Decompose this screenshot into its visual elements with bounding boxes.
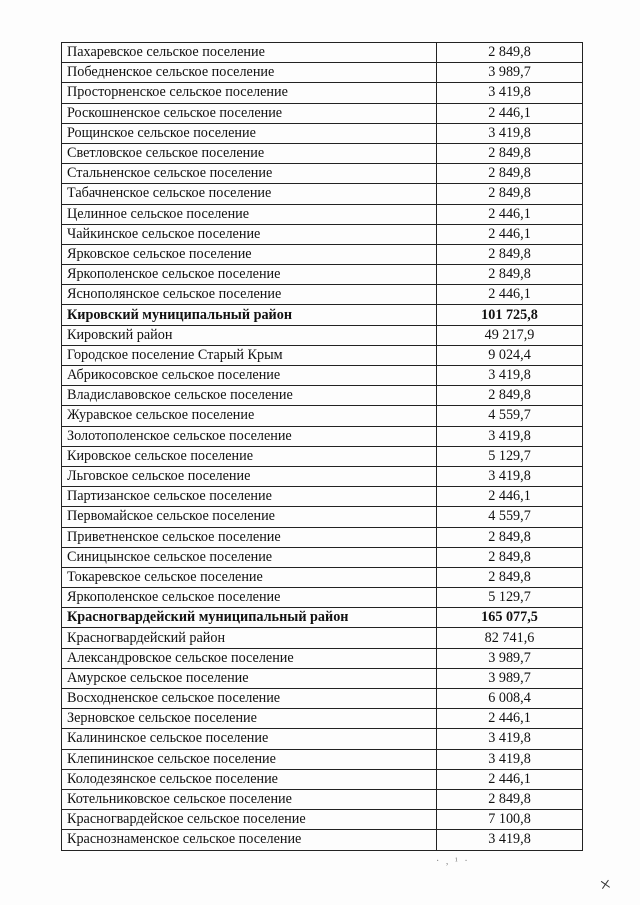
handwritten-scribble: · , ¹ ·	[436, 856, 470, 867]
table-row	[62, 709, 583, 729]
table-row	[62, 406, 583, 426]
table-row	[62, 83, 583, 103]
table-row	[62, 224, 583, 244]
row-value-cell: 2 849,8	[437, 265, 583, 285]
row-name-cell: Журавское сельское поселение	[62, 406, 437, 426]
row-name-cell: Калининское сельское поселение	[62, 729, 437, 749]
row-value-cell: 9 024,4	[437, 345, 583, 365]
row-value-cell: 165 077,5	[437, 608, 583, 628]
row-value-cell: 7 100,8	[437, 810, 583, 830]
table-row	[62, 628, 583, 648]
row-value-cell: 2 849,8	[437, 386, 583, 406]
table-row	[62, 689, 583, 709]
table-row	[62, 668, 583, 688]
table-row	[62, 164, 583, 184]
row-name-cell: Синицынское сельское поселение	[62, 547, 437, 567]
row-value-cell: 2 446,1	[437, 487, 583, 507]
row-value-cell: 3 419,8	[437, 729, 583, 749]
row-value-cell: 2 849,8	[437, 184, 583, 204]
row-value-cell: 2 849,8	[437, 164, 583, 184]
table-row	[62, 204, 583, 224]
row-name-cell: Красногвардейский район	[62, 628, 437, 648]
row-name-cell: Кировский муниципальный район	[62, 305, 437, 325]
row-value-cell: 2 849,8	[437, 527, 583, 547]
table-row	[62, 810, 583, 830]
row-value-cell: 3 419,8	[437, 123, 583, 143]
row-name-cell: Амурское сельское поселение	[62, 668, 437, 688]
row-name-cell: Целинное сельское поселение	[62, 204, 437, 224]
table-row	[62, 426, 583, 446]
corner-mark: ×	[598, 873, 614, 897]
row-value-cell: 49 217,9	[437, 325, 583, 345]
row-name-cell: Табачненское сельское поселение	[62, 184, 437, 204]
table-row	[62, 648, 583, 668]
row-name-cell: Просторненское сельское поселение	[62, 83, 437, 103]
row-name-cell: Ярковское сельское поселение	[62, 244, 437, 264]
table-row	[62, 507, 583, 527]
row-value-cell: 3 989,7	[437, 63, 583, 83]
table-row	[62, 487, 583, 507]
row-name-cell: Красногвардейский муниципальный район	[62, 608, 437, 628]
table-row	[62, 143, 583, 163]
table-row	[62, 789, 583, 809]
table-row	[62, 769, 583, 789]
row-value-cell: 2 446,1	[437, 224, 583, 244]
row-value-cell: 5 129,7	[437, 446, 583, 466]
row-value-cell: 5 129,7	[437, 588, 583, 608]
table-row-district-total	[62, 305, 583, 325]
row-value-cell: 2 849,8	[437, 244, 583, 264]
row-value-cell: 101 725,8	[437, 305, 583, 325]
row-name-cell: Партизанское сельское поселение	[62, 487, 437, 507]
row-name-cell: Светловское сельское поселение	[62, 143, 437, 163]
row-value-cell: 2 446,1	[437, 709, 583, 729]
table-row	[62, 184, 583, 204]
row-value-cell: 4 559,7	[437, 406, 583, 426]
row-value-cell: 2 446,1	[437, 285, 583, 305]
row-value-cell: 2 849,8	[437, 789, 583, 809]
row-name-cell: Красногвардейское сельское поселение	[62, 810, 437, 830]
row-name-cell: Роскошненское сельское поселение	[62, 103, 437, 123]
table-row	[62, 729, 583, 749]
row-value-cell: 3 989,7	[437, 648, 583, 668]
row-name-cell: Рощинское сельское поселение	[62, 123, 437, 143]
row-name-cell: Токаревское сельское поселение	[62, 567, 437, 587]
row-value-cell: 3 419,8	[437, 83, 583, 103]
table-row	[62, 123, 583, 143]
table-row	[62, 265, 583, 285]
row-name-cell: Восходненское сельское поселение	[62, 689, 437, 709]
row-name-cell: Городское поселение Старый Крым	[62, 345, 437, 365]
table-row	[62, 830, 583, 850]
table-row	[62, 63, 583, 83]
table-row	[62, 527, 583, 547]
row-value-cell: 2 446,1	[437, 204, 583, 224]
row-name-cell: Колодезянское сельское поселение	[62, 769, 437, 789]
row-name-cell: Абрикосовское сельское поселение	[62, 366, 437, 386]
table-row	[62, 43, 583, 63]
row-name-cell: Яркополенское сельское поселение	[62, 265, 437, 285]
row-value-cell: 3 419,8	[437, 466, 583, 486]
row-value-cell: 3 419,8	[437, 749, 583, 769]
row-value-cell: 3 419,8	[437, 830, 583, 850]
row-value-cell: 2 446,1	[437, 103, 583, 123]
row-name-cell: Александровское сельское поселение	[62, 648, 437, 668]
row-value-cell: 2 446,1	[437, 769, 583, 789]
table-row	[62, 749, 583, 769]
table-body	[62, 43, 583, 851]
row-name-cell: Владиславовское сельское поселение	[62, 386, 437, 406]
row-name-cell: Стальненское сельское поселение	[62, 164, 437, 184]
row-name-cell: Кировский район	[62, 325, 437, 345]
row-value-cell: 2 849,8	[437, 143, 583, 163]
row-name-cell: Льговское сельское поселение	[62, 466, 437, 486]
table-row-district-total	[62, 608, 583, 628]
row-value-cell: 2 849,8	[437, 567, 583, 587]
table-row	[62, 446, 583, 466]
table-row	[62, 285, 583, 305]
row-name-cell: Кировское сельское поселение	[62, 446, 437, 466]
row-name-cell: Приветненское сельское поселение	[62, 527, 437, 547]
table-row	[62, 345, 583, 365]
row-name-cell: Зерновское сельское поселение	[62, 709, 437, 729]
table-row	[62, 547, 583, 567]
table-row	[62, 103, 583, 123]
row-value-cell: 2 849,8	[437, 43, 583, 63]
row-value-cell: 6 008,4	[437, 689, 583, 709]
budget-allocation-table	[61, 42, 583, 851]
table-row	[62, 588, 583, 608]
row-value-cell: 3 419,8	[437, 426, 583, 446]
row-name-cell: Яснополянское сельское поселение	[62, 285, 437, 305]
row-name-cell: Золотополенское сельское поселение	[62, 426, 437, 446]
row-name-cell: Котельниковское сельское поселение	[62, 789, 437, 809]
row-value-cell: 82 741,6	[437, 628, 583, 648]
row-value-cell: 3 419,8	[437, 366, 583, 386]
row-name-cell: Первомайское сельское поселение	[62, 507, 437, 527]
table-row	[62, 366, 583, 386]
row-value-cell: 2 849,8	[437, 547, 583, 567]
table-row	[62, 244, 583, 264]
table-row	[62, 466, 583, 486]
row-name-cell: Чайкинское сельское поселение	[62, 224, 437, 244]
row-name-cell: Краснознаменское сельское поселение	[62, 830, 437, 850]
table-row	[62, 325, 583, 345]
row-name-cell: Клепининское сельское поселение	[62, 749, 437, 769]
row-value-cell: 3 989,7	[437, 668, 583, 688]
row-name-cell: Яркополенское сельское поселение	[62, 588, 437, 608]
row-name-cell: Победненское сельское поселение	[62, 63, 437, 83]
table-row	[62, 567, 583, 587]
row-name-cell: Пахаревское сельское поселение	[62, 43, 437, 63]
row-value-cell: 4 559,7	[437, 507, 583, 527]
table-row	[62, 386, 583, 406]
